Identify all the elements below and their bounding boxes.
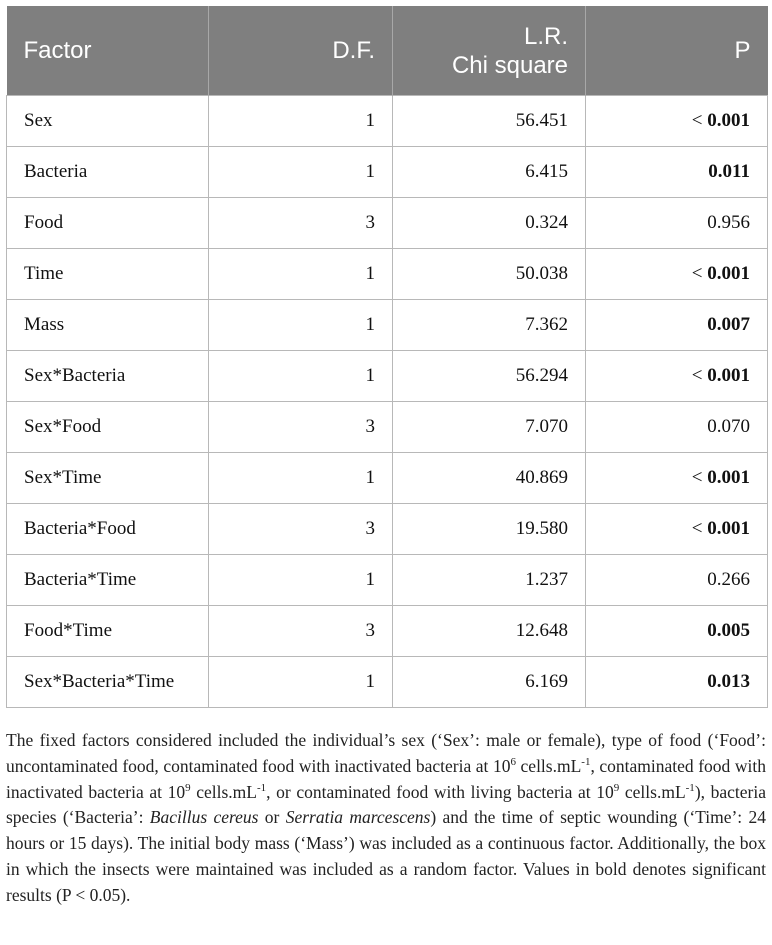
caption-species-serratia: Serratia marcescens — [285, 807, 431, 828]
table-row — [7, 504, 768, 555]
p-value: 0.005 — [707, 620, 750, 641]
header-lr-line1: L.R. — [523, 22, 568, 50]
caption-species-bacillus: Bacillus cereus — [149, 807, 259, 828]
caption-superscript: 9 — [185, 781, 191, 794]
cell-factor: Sex*Bacteria*Time — [7, 657, 209, 708]
caption-text: or — [258, 807, 286, 828]
cell-factor: Sex*Food — [7, 402, 209, 453]
results-table — [6, 6, 768, 708]
cell-factor: Sex*Bacteria — [7, 351, 209, 402]
cell-lr-chi-square: 1.237 — [393, 555, 586, 606]
p-value: 0.001 — [707, 518, 750, 539]
table-row — [7, 453, 768, 504]
p-value-prefix: < — [691, 110, 708, 131]
cell-factor: Bacteria*Food — [7, 504, 209, 555]
cell-factor: Food — [7, 198, 209, 249]
results-table-container — [6, 6, 767, 708]
cell-lr-chi-square: 40.869 — [393, 453, 586, 504]
cell-df: 1 — [209, 249, 393, 300]
table-row — [7, 147, 768, 198]
header-factor: Factor — [7, 6, 209, 96]
p-value: 0.011 — [708, 161, 750, 182]
cell-p-value — [586, 555, 768, 606]
table-row — [7, 606, 768, 657]
cell-factor: Bacteria — [7, 147, 209, 198]
cell-lr-chi-square: 56.451 — [393, 96, 586, 147]
cell-factor: Food*Time — [7, 606, 209, 657]
table-row — [7, 657, 768, 708]
cell-p-value — [586, 606, 768, 657]
cell-p-value — [586, 351, 768, 402]
cell-factor: Sex — [7, 96, 209, 147]
cell-factor: Sex*Time — [7, 453, 209, 504]
cell-lr-chi-square: 56.294 — [393, 351, 586, 402]
cell-df: 1 — [209, 555, 393, 606]
table-row — [7, 96, 768, 147]
cell-df: 3 — [209, 504, 393, 555]
table-row — [7, 351, 768, 402]
header-df: D.F. — [209, 6, 393, 96]
cell-df: 1 — [209, 147, 393, 198]
p-value: 0.001 — [707, 467, 750, 488]
cell-p-value — [586, 453, 768, 504]
p-value-prefix: < — [691, 467, 708, 488]
header-lr-chi-square — [393, 6, 586, 96]
cell-lr-chi-square: 6.169 — [393, 657, 586, 708]
cell-df: 3 — [209, 198, 393, 249]
p-value: 0.007 — [707, 314, 750, 335]
cell-df: 1 — [209, 300, 393, 351]
caption-superscript: -1 — [256, 781, 267, 794]
table-footnote — [6, 728, 766, 909]
cell-p-value — [586, 96, 768, 147]
caption-text: cells.mL — [190, 781, 257, 802]
table-row — [7, 555, 768, 606]
cell-lr-chi-square: 12.648 — [393, 606, 586, 657]
table-row — [7, 249, 768, 300]
cell-factor: Mass — [7, 300, 209, 351]
cell-lr-chi-square: 50.038 — [393, 249, 586, 300]
cell-p-value — [586, 249, 768, 300]
p-value: 0.956 — [707, 212, 750, 233]
caption-text: ), bacteria species (‘Bacteria’: — [6, 781, 766, 828]
p-value: 0.013 — [707, 671, 750, 692]
p-value: 0.001 — [707, 110, 750, 131]
cell-p-value — [586, 147, 768, 198]
cell-p-value — [586, 504, 768, 555]
cell-lr-chi-square: 19.580 — [393, 504, 586, 555]
cell-df: 1 — [209, 96, 393, 147]
cell-lr-chi-square: 7.362 — [393, 300, 586, 351]
caption-text: The fixed factors considered included the individual’s sex (‘Sex’: male or female), type of food (‘Food’: uncontaminated food, contaminated food with inactivated bacteria at 10 — [6, 730, 766, 776]
table-row — [7, 300, 768, 351]
cell-factor: Time — [7, 249, 209, 300]
cell-df: 3 — [209, 402, 393, 453]
caption-superscript: -1 — [685, 781, 695, 794]
cell-p-value — [586, 300, 768, 351]
header-lr-line2: Chi square — [451, 51, 568, 79]
p-value-prefix: < — [691, 518, 708, 539]
caption-text: , contaminated food with inactivated bacteria at 10 — [6, 755, 766, 802]
caption-text: ) and the time of septic wounding (‘Time’: 24 hours or 15 days). The initial body mass (‘Mass’) was included as a continuous factor. Additionally, the box in which the insects were maintained was included as a random factor. Values in bold denotes significant results (P < 0.05). — [6, 807, 766, 905]
caption-text: , or contaminated food with living bacteria at 10 — [266, 781, 614, 802]
header-p: P — [586, 6, 768, 96]
cell-df: 1 — [209, 351, 393, 402]
caption-superscript: -1 — [581, 755, 591, 768]
p-value-prefix: < — [691, 263, 708, 284]
table-row — [7, 402, 768, 453]
cell-lr-chi-square: 6.415 — [393, 147, 586, 198]
caption-superscript: 9 — [613, 781, 620, 794]
cell-p-value — [586, 198, 768, 249]
cell-df: 1 — [209, 657, 393, 708]
p-value: 0.001 — [707, 365, 750, 386]
p-value-prefix: < — [691, 365, 708, 386]
cell-df: 3 — [209, 606, 393, 657]
cell-factor: Bacteria*Time — [7, 555, 209, 606]
caption-superscript: 6 — [510, 755, 516, 768]
table-body — [7, 96, 768, 708]
p-value: 0.070 — [707, 416, 750, 437]
cell-p-value — [586, 402, 768, 453]
cell-lr-chi-square: 0.324 — [393, 198, 586, 249]
table-row — [7, 198, 768, 249]
cell-df: 1 — [209, 453, 393, 504]
cell-p-value — [586, 657, 768, 708]
cell-lr-chi-square: 7.070 — [393, 402, 586, 453]
p-value: 0.001 — [707, 263, 750, 284]
caption-text: cells.mL — [515, 755, 582, 776]
p-value: 0.266 — [707, 569, 750, 590]
table-header-row — [7, 6, 768, 96]
caption-text: cells.mL — [619, 781, 686, 802]
